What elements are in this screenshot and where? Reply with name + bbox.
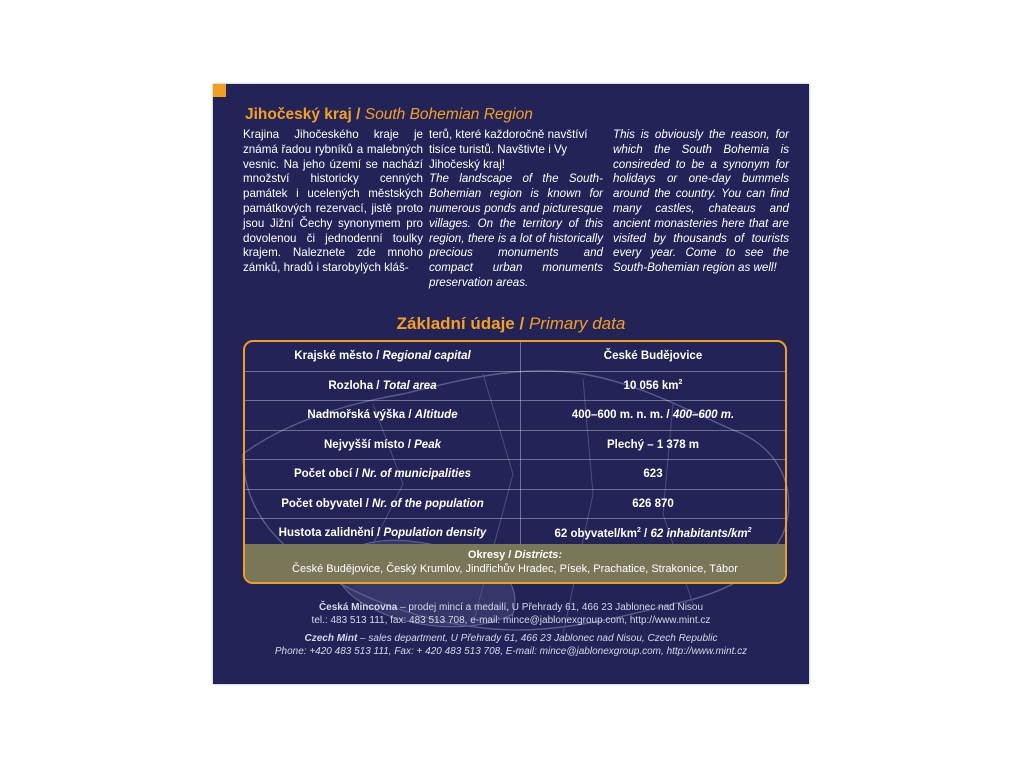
heading-en: South Bohemian Region <box>364 106 533 123</box>
text-column-1 <box>243 128 423 276</box>
table-row <box>245 342 785 371</box>
table-row <box>245 489 785 519</box>
districts-title: Okresy / Districts: <box>467 549 563 561</box>
row-value: 10 056 $km^2$ <box>521 371 786 401</box>
row-value: 623 <box>521 460 786 490</box>
row-value: 400–600 m. n. m. / 400–600 m. <box>521 401 786 431</box>
row-value: 62 obyvatel/$km^2 / 62$ inhabitants/$km^2$ <box>521 519 786 549</box>
row-label: Hustota zalidnění / Population density <box>245 519 521 549</box>
paragraph-en-1: The landscape of the South-Bohemian region is known for numerous ponds and picturesque villages. On the territory of this region, there is a lot of historically precious monuments and compact urban monuments preservation areas. <box>429 172 603 289</box>
row-value: České Budějovice <box>521 342 786 371</box>
districts-list: České Budějovice, Český Krumlov, Jindřichův Hradec, Písek, Prachatice, Strakonice, Tábor <box>292 563 738 575</box>
text-column-2 <box>429 128 603 291</box>
page-heading <box>245 106 533 124</box>
heading-cz: Jihočeský kraj <box>245 106 352 123</box>
footer-en-line2: Phone: +420 483 513 111, Fax: + 420 483 513 708, E-mail: mince@jablonexgroup.com, http://www.mint.cz <box>274 645 748 657</box>
primary-heading-separator: / <box>514 314 529 333</box>
primary-heading-cz: Základní údaje <box>396 314 515 333</box>
corner-marker <box>213 84 226 97</box>
row-label: Rozloha / Total area <box>245 371 521 401</box>
paragraph-cz-2: terů, které každoročně navštíví tisíce turistů. Navštivte i Vy Jihočeský kraj! <box>429 128 588 171</box>
heading-separator: / <box>351 106 365 123</box>
paragraph-cz-1: Krajina Jihočeského kraje je známá řadou rybníků a malebných vesnic. Na jeho území se nachází množství historicky cenných památek i ucelených městských památkových rezervací, jistě proto jsou Jižní Čechy synonymem pro dovolenou či jednodenní toulky krajem. Naleznete zde mnoho zámků, hradů i starobylých kláš- <box>243 128 423 275</box>
publisher-footer <box>213 602 809 658</box>
row-label: Počet obyvatel / Nr. of the population <box>245 489 521 519</box>
districts-band <box>245 544 785 582</box>
brochure-page <box>213 84 809 684</box>
table-row <box>245 430 785 460</box>
footer-en-line1: Czech Mint – sales department, U Přehrady 61, 466 23 Jablonec nad Nisou, Czech Republic <box>304 633 718 644</box>
table-row <box>245 460 785 490</box>
primary-data-table <box>243 340 787 584</box>
row-label: Nadmořská výška / Altitude <box>245 401 521 431</box>
row-label: Nejvyšší místo / Peak <box>245 430 521 460</box>
table-row <box>245 371 785 401</box>
table-row <box>245 401 785 431</box>
row-value: Plechý – 1 378 m <box>521 430 786 460</box>
row-label: Počet obcí / Nr. of municipalities <box>245 460 521 490</box>
row-value: 626 870 <box>521 489 786 519</box>
text-column-3 <box>613 128 789 276</box>
footer-cz-line2: tel.: 483 513 111, fax: 483 513 708, e-mail: mince@jablonexgroup.com, http://www.mint.cz <box>311 614 711 626</box>
row-label: Krajské město / Regional capital <box>245 342 521 371</box>
paragraph-en-2: This is obviously the reason, for which the South Bohemia is consireded to be a synonym for holidays or one-day bummels around the country. You can find many castles, chateaus and ancient monasteries here that are visited by thousands of tourists every year. Come to see the South-Bohemian region as well! <box>613 128 789 275</box>
primary-data-heading <box>213 314 809 334</box>
primary-heading-en: Primary data <box>528 314 626 333</box>
footer-cz-line1: Česká Mincovna – prodej mincí a medailí, U Přehrady 61, 466 23 Jablonec nad Nisou <box>318 602 704 613</box>
